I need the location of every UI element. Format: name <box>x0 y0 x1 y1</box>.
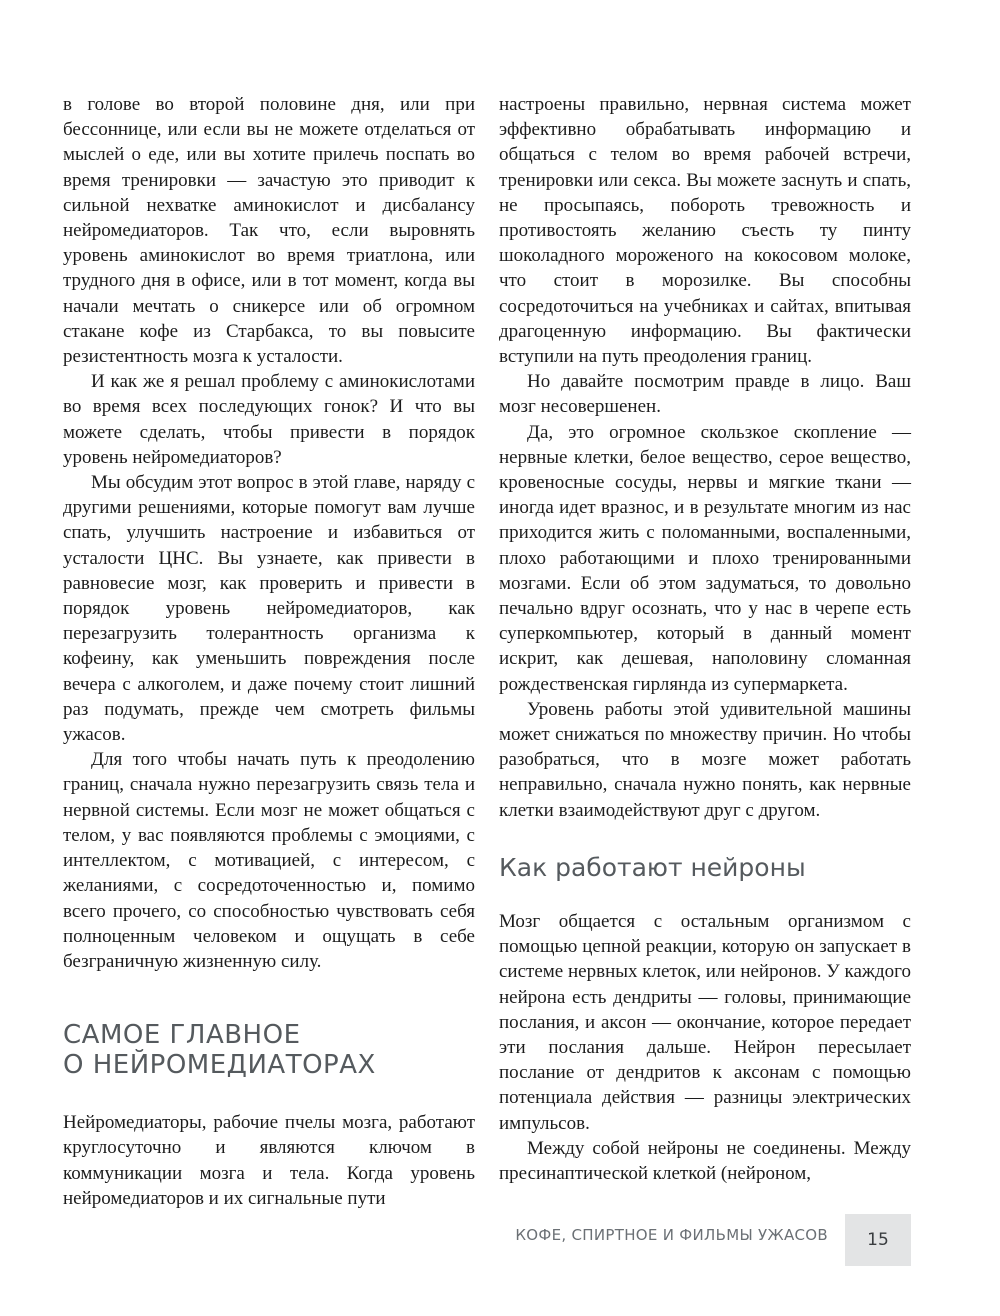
body-paragraph: Мозг общается с остальным организмом с помощью цепной реакции, которую он запускает в системе нервных клеток, или нейронов. У каждого нейрона есть дендриты — головы, принимающие послания, и аксон — окончание, которое передает эти послания дальше. Нейрон пересылает послание от дендритов к аксонам с помощью потенциала действия — разницы электрических импульсов. <box>499 910 911 1134</box>
page-number: 15 <box>867 1230 889 1250</box>
body-paragraph: в голове во второй половине дня, или при бессоннице, или если вы не можете отделаться от мыслей о еде, или вы хотите прилечь поспать во время тренировки — зачастую это приводит к сильной нехватке аминокислот и дисбалансу нейромедиаторов. Так что, если выровнять уровень аминокислот во время триатлона, или трудного дня в офисе, или в тот момент, когда вы начали мечтать о сникерсе или об огромном стакане кофе из Старбакса, то вы повысите резистентность мозга к усталости. <box>63 94 475 368</box>
body-paragraph: Да, это огромное скользкое скопление — нервные клетки, белое вещество, серое вещество, кровеносные сосуды, нервы и мягкие ткани — иногда идет вразнос, и в результате многим из нас приходится жить с поломанными, воспаленными, плохо работающими и плохо тренированными мозгами. Если об этом задуматься, то довольно печально вдруг осознать, что у нас в черепе есть суперкомпьютер, который в данный момент искрит, как дешевая, наполовину сломанная рождественская гирлянда из супермаркета. <box>499 421 911 695</box>
body-paragraph: Мы обсудим этот вопрос в этой главе, наряду с другими решениями, которые помогут вам лучше спать, улучшить настроение и избавиться от усталости ЦНС. Вы узнаете, как привести в равновесие мозг, как проверить и привести в порядок уровень нейромедиаторов, как перезагрузить толерантность организма к кофеину, как уменьшить повреждения после вечера с алкоголем, и даже почему стоит лишний раз подумать, прежде чем смотреть фильмы ужасов. <box>63 472 475 746</box>
left-column <box>63 92 475 1211</box>
subsection-heading: Как работают нейроны <box>499 852 806 882</box>
body-paragraph: настроены правильно, нервная система может эффективно обрабатывать информацию и общаться с телом во время рабочей встречи, тренировки или секса. Вы можете заснуть и спать, не просыпаясь, побороть тревожность и противостоять желанию съесть ту пинту шоколадного мороженого на кокосовом молоке, что стоит в морозилке. Вы способны сосредоточиться на учебниках и сайтах, впитывая драгоценную информацию. Вы фактически вступили на путь преодоления границ. <box>499 94 911 368</box>
page-number-box <box>845 1214 911 1266</box>
body-paragraph: И как же я решал проблему с аминокислотами во время всех последующих гонок? И что вы можете сделать, чтобы привести в порядок уровень нейромедиаторов? <box>63 371 475 468</box>
right-column <box>499 92 911 1186</box>
section-heading <box>63 1020 475 1080</box>
body-paragraph: Нейромедиаторы, рабочие пчелы мозга, работают круглосуточно и являются ключом в коммуникации мозга и тела. Когда уровень нейромедиаторов и их сигнальные пути <box>63 1112 475 1209</box>
body-paragraph: Уровень работы этой удивительной машины может снижаться по множеству причин. Но чтобы разобраться, что в мозге может работать неправильно, сначала нужно понять, как нервные клетки взаимодействуют друг с другом. <box>499 698 911 821</box>
body-paragraph: Для того чтобы начать путь к преодолению границ, сначала нужно перезагрузить связь тела и нервной системы. Если мозг не может общаться с телом, у вас появляются проблемы с эмоциями, с интеллектом, с мотивацией, с интересом, с желаниями, с сосредоточенностью и, помимо всего прочего, со способностью чувствовать себя полноценным человеком и ощущать в себе безграничную жизненную силу. <box>63 749 475 972</box>
body-paragraph: Но давайте посмотрим правде в лицо. Ваш мозг несовершенен. <box>499 371 911 418</box>
section-heading-line: О НЕЙРОМЕДИАТОРАХ <box>63 1050 376 1081</box>
running-footer-title: КОФЕ, СПИРТНОЕ И ФИЛЬМЫ УЖАСОВ <box>515 1226 828 1244</box>
body-paragraph: Между собой нейроны не соединены. Между пресинаптической клеткой (нейроном, <box>499 1137 911 1184</box>
section-heading-line: САМОЕ ГЛАВНОЕ <box>63 1020 301 1051</box>
